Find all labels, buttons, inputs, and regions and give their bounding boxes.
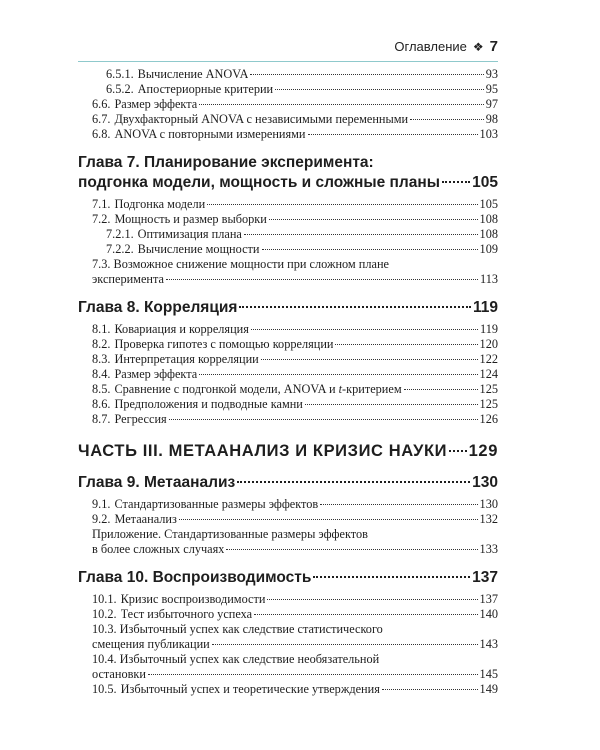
leader-dots	[212, 644, 478, 645]
entry-number: 8.7.	[92, 412, 111, 426]
leader-dots	[207, 204, 477, 205]
chapter-title: Глава 8. Корреляция	[78, 299, 238, 316]
entry-number: 6.8.	[92, 127, 111, 141]
header-section-title: Оглавление	[394, 39, 467, 54]
entry-page: 133	[479, 542, 498, 556]
entry-page: 108	[479, 227, 498, 241]
toc-entry-8-6[interactable]	[78, 397, 498, 412]
leader-dots	[148, 674, 478, 675]
leader-dots	[404, 389, 478, 390]
entry-number: 8.4.	[92, 367, 111, 381]
toc-entry-8-3[interactable]	[78, 352, 498, 367]
toc-entry-10-3[interactable]	[78, 622, 498, 652]
leader-dots	[308, 134, 478, 135]
entry-page: 125	[479, 397, 498, 411]
entry-page: 120	[479, 337, 498, 351]
entry-title-line1: Избыточный успех как следствие статистического	[119, 622, 383, 636]
entry-title-line2: эксперимента	[92, 272, 164, 286]
entry-title: ANOVA с повторными измерениями	[114, 127, 306, 141]
entry-number: 6.5.2.	[106, 82, 134, 96]
toc-entry-8-2[interactable]	[78, 337, 498, 352]
ornament-icon: ❖	[472, 40, 484, 54]
chapter-title: Глава 10. Воспроизводимость	[78, 569, 312, 586]
entry-title: Кризис воспроизводимости	[120, 592, 266, 606]
entry-page: 122	[479, 352, 498, 366]
entry-number: 10.1.	[92, 592, 117, 606]
entry-number: 8.6.	[92, 397, 111, 411]
leader-dots	[237, 481, 470, 483]
entry-page: 126	[479, 412, 498, 426]
entry-title: Ковариация и корреляция	[114, 322, 249, 336]
entry-title: Размер эффекта	[114, 367, 198, 381]
entry-title: Вычисление мощности	[137, 242, 260, 256]
entry-title: Тест избыточного успеха	[120, 607, 253, 621]
chapter-title: Глава 9. Метаанализ	[78, 474, 236, 491]
toc-entry-9-2[interactable]	[78, 512, 498, 527]
leader-dots	[179, 519, 478, 520]
leader-dots	[313, 576, 470, 578]
chapter-title-line1: Глава 7. Планирование эксперимента:	[78, 154, 374, 171]
leader-dots	[449, 450, 467, 452]
entry-number: 7.2.2.	[106, 242, 134, 256]
entry-page: 97	[485, 97, 498, 111]
toc-entry-9-1[interactable]	[78, 497, 498, 512]
entry-title: Мощность и размер выборки	[114, 212, 267, 226]
entry-page: 95	[485, 82, 498, 96]
leader-dots	[320, 504, 477, 505]
entry-page: 109	[479, 242, 498, 256]
toc-entry-8-4[interactable]	[78, 367, 498, 382]
leader-dots	[254, 614, 477, 615]
chapter-page: 130	[472, 474, 498, 491]
toc-entry-7-2-1[interactable]	[78, 227, 498, 242]
entry-number: 7.1.	[92, 197, 111, 211]
entry-number: 7.2.	[92, 212, 111, 226]
entry-page: 140	[479, 607, 498, 621]
leader-dots	[262, 249, 478, 250]
leader-dots	[169, 419, 478, 420]
entry-title-line2: смещения публикации	[92, 637, 210, 651]
toc-entry-6-5-2[interactable]	[78, 82, 498, 97]
entry-page: 124	[479, 367, 498, 381]
entry-page: 132	[479, 512, 498, 526]
chapter-10-heading[interactable]	[78, 568, 498, 588]
entry-title-post: -критерием	[342, 382, 402, 396]
entry-title: Двухфакторный ANOVA с независимыми переменными	[114, 112, 409, 126]
table-of-contents	[78, 67, 498, 697]
leader-dots	[239, 306, 471, 308]
header-rule	[78, 61, 498, 62]
toc-entry-7-1[interactable]	[78, 197, 498, 212]
entry-number: 9.1.	[92, 497, 111, 511]
entry-number: 6.5.1.	[106, 67, 134, 81]
entry-title-italic: t	[338, 382, 343, 396]
toc-entry-10-4[interactable]	[78, 652, 498, 682]
leader-dots	[269, 219, 478, 220]
entry-page: 137	[479, 592, 498, 606]
leader-dots	[226, 549, 477, 550]
entry-title: Метаанализ	[114, 512, 177, 526]
entry-title: Предположения и подводные камни	[114, 397, 303, 411]
chapter-8-heading[interactable]	[78, 298, 498, 318]
entry-page: 105	[479, 197, 498, 211]
chapter-title-line2: подгонка модели, мощность и сложные планы	[78, 174, 440, 191]
entry-title-pre: Сравнение с подгонкой модели, ANOVA и	[114, 382, 339, 396]
toc-entry-8-7[interactable]	[78, 412, 498, 427]
entry-page: 113	[480, 272, 498, 286]
chapter-page: 105	[472, 174, 498, 191]
entry-page: 119	[480, 322, 498, 336]
entry-page: 93	[485, 67, 498, 81]
toc-entry-6-6[interactable]	[78, 97, 498, 112]
entry-title: Стандартизованные размеры эффектов	[114, 497, 319, 511]
toc-entry-8-1[interactable]	[78, 322, 498, 337]
entry-number: 6.7.	[92, 112, 111, 126]
leader-dots	[199, 104, 483, 105]
leader-dots	[199, 374, 477, 375]
leader-dots	[251, 329, 478, 330]
chapter-page: 137	[472, 569, 498, 586]
leader-dots	[335, 344, 477, 345]
leader-dots	[244, 234, 478, 235]
entry-title: Интерпретация корреляции	[114, 352, 259, 366]
leader-dots	[166, 279, 478, 280]
entry-title-line1: Возможное снижение мощности при сложном плане	[113, 257, 390, 271]
entry-number: 10.5.	[92, 682, 117, 696]
entry-title: Оптимизация плана	[137, 227, 242, 241]
toc-entry-8-5[interactable]	[78, 382, 498, 397]
toc-entry-10-1[interactable]	[78, 592, 498, 607]
header-page-number: 7	[489, 38, 498, 55]
entry-number: 8.1.	[92, 322, 111, 336]
chapter-7-heading[interactable]	[78, 153, 498, 193]
leader-dots	[275, 89, 484, 90]
part-title: ЧАСТЬ III. МЕТААНАЛИЗ И КРИЗИС НАУКИ	[78, 442, 448, 460]
entry-number: 10.3.	[92, 622, 117, 636]
toc-entry-appendix[interactable]	[78, 527, 498, 557]
entry-number: 7.3.	[92, 257, 111, 271]
toc-entry-7-3[interactable]	[78, 257, 498, 287]
entry-number: 10.2.	[92, 607, 117, 621]
leader-dots	[442, 181, 470, 183]
toc-entry-6-8[interactable]	[78, 127, 498, 142]
entry-title: Избыточный успех и теоретические утверждения	[120, 682, 380, 696]
entry-page: 98	[485, 112, 498, 126]
entry-number: 8.5.	[92, 382, 111, 396]
entry-page: 149	[479, 682, 498, 696]
entry-page: 125	[479, 382, 498, 396]
leader-dots	[261, 359, 478, 360]
toc-entry-6-7[interactable]	[78, 112, 498, 127]
leader-dots	[250, 74, 483, 75]
toc-entry-7-2[interactable]	[78, 212, 498, 227]
entry-title-line1: Избыточный успех как следствие необязательной	[119, 652, 380, 666]
header-text	[394, 38, 498, 55]
running-header	[78, 38, 498, 64]
leader-dots	[382, 689, 478, 690]
leader-dots	[305, 404, 478, 405]
leader-dots	[267, 599, 477, 600]
entry-number: 9.2.	[92, 512, 111, 526]
entry-number: 6.6.	[92, 97, 111, 111]
toc-entry-10-2[interactable]	[78, 607, 498, 622]
entry-title: Регрессия	[114, 412, 167, 426]
entry-number: 7.2.1.	[106, 227, 134, 241]
entry-page: 143	[479, 637, 498, 651]
entry-page: 108	[479, 212, 498, 226]
part-3-heading[interactable]	[78, 440, 498, 462]
leader-dots	[410, 119, 484, 120]
entry-number: 10.4.	[92, 652, 117, 666]
chapter-9-heading[interactable]	[78, 473, 498, 493]
entry-title: Подгонка модели	[114, 197, 206, 211]
chapter-page: 119	[472, 299, 498, 316]
entry-title: Апостериорные критерии	[137, 82, 274, 96]
entry-page: 145	[479, 667, 498, 681]
toc-entry-7-2-2[interactable]	[78, 242, 498, 257]
entry-page: 130	[479, 497, 498, 511]
toc-entry-10-5[interactable]	[78, 682, 498, 697]
entry-title: Размер эффекта	[114, 97, 198, 111]
entry-title-line1: Приложение. Стандартизованные размеры эффектов	[92, 527, 368, 541]
part-page: 129	[468, 442, 498, 460]
entry-title	[114, 382, 401, 397]
entry-title: Проверка гипотез с помощью корреляции	[114, 337, 334, 351]
entry-title-line2: остановки	[92, 667, 146, 681]
entry-title: Вычисление ANOVA	[137, 67, 249, 81]
entry-number: 8.3.	[92, 352, 111, 366]
toc-entry-6-5-1[interactable]	[78, 67, 498, 82]
entry-title-line2: в более сложных случаях	[92, 542, 225, 556]
entry-number: 8.2.	[92, 337, 111, 351]
entry-page: 103	[479, 127, 498, 141]
